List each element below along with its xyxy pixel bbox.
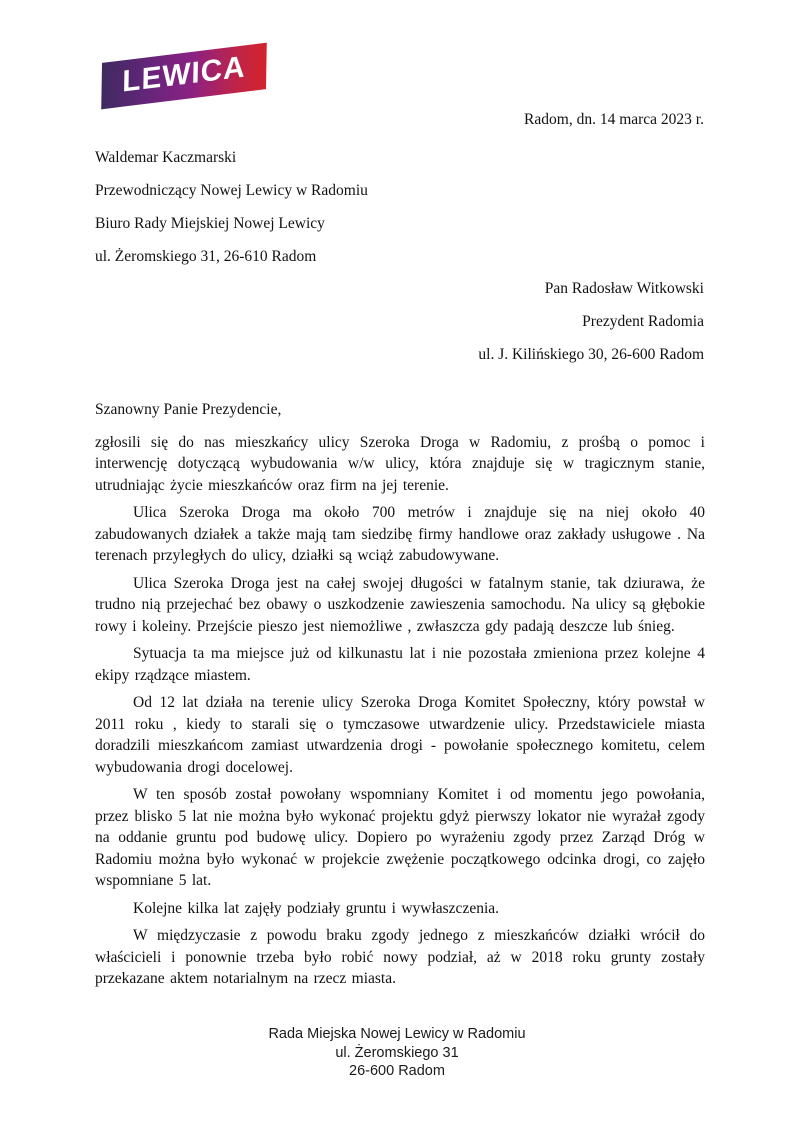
recipient-block [478, 272, 704, 371]
footer-block [0, 1025, 794, 1081]
sender-address: ul. Żeromskiego 31, 26-610 Radom [95, 248, 317, 265]
letter-body [95, 399, 705, 996]
date-line: Radom, dn. 14 marca 2023 r. [524, 111, 704, 128]
lewica-logo [101, 43, 267, 110]
salutation: Szanowny Panie Prezydencie, [95, 401, 282, 418]
sender-office: Biuro Rady Miejskiej Nowej Lewicy [95, 215, 325, 232]
recipient-title: Prezydent Radomia [582, 313, 704, 330]
paragraph-8: W międzyczasie z powodu braku zgody jednego z mieszkańców działki wrócił do właścicieli i ponownie trzeba było robić nowy podział, aż w 2018 roku grunty zostały przekazane aktem notarialnym na rzecz miasta. [95, 927, 705, 987]
sender-name: Waldemar Kaczmarski [95, 149, 237, 166]
footer-org: Rada Miejska Nowej Lewicy w Radomiu [268, 1026, 526, 1042]
recipient-name: Pan Radosław Witkowski [544, 280, 704, 297]
paragraph-7: Kolejne kilka lat zajęły podziały gruntu i wywłaszczenia. [133, 899, 500, 917]
paragraph-5: Od 12 lat działa na terenie ulicy Szeroka Droga Komitet Społeczny, który powstał w 2011 roku , kiedy to starali się o tymczasowe utwardzenie ulicy. Przedstawiciele miasta doradzili mieszkańcom zamiast utwardzenia drogi - powołanie społecznego komitetu, celem wybudowania drogi docelowej. [95, 694, 705, 776]
lewica-logo-text: LEWICA [122, 50, 247, 99]
sender-block [95, 141, 368, 273]
recipient-address: ul. J. Kilińskiego 30, 26-600 Radom [478, 346, 704, 363]
footer-street: ul. Żeromskiego 31 [335, 1044, 459, 1061]
footer-city: 26-600 Radom [349, 1063, 445, 1079]
paragraph-6: W ten sposób został powołany wspomniany Komitet i od momentu jego powołania, przez blisko 5 lat nie można było wykonać projektu gdyż pierwszy lokator nie wyrażał zgody na oddanie gruntu pod budowę ulicy. Dopiero po wyrażeniu zgody przez Zarząd Dróg w Radomiu można było wykonać w projekcie zwężenie początkowego odcinka drogi, co zajęło wspomniane 5 lat. [95, 786, 705, 889]
paragraph-4: Sytuacja ta ma miejsce już od kilkunastu lat i nie pozostała zmieniona przez kolejne 4 ekipy rządzące miastem. [95, 645, 705, 684]
paragraph-2: Ulica Szeroka Droga ma około 700 metrów i znajduje się na niej około 40 zabudowanych działek a także mają tam siedzibę firmy handlowe oraz zakłady usługowe . Na terenach przyległych do ulicy, działki są wciąż zabudowywane. [95, 504, 705, 564]
paragraph-3: Ulica Szeroka Droga jest na całej swojej długości w fatalnym stanie, tak dziurawa, że trudno nią przejechać bez obawy o uszkodzenie zawieszenia samochodu. Na ulicy są głębokie rowy i koleiny. Przejście pieszo jest niemożliwe , zwłaszcza gdy padają deszcze lub śnieg. [95, 574, 705, 635]
sender-title: Przewodniczący Nowej Lewicy w Radomiu [95, 182, 368, 199]
paragraph-1: zgłosili się do nas mieszkańcy ulicy Szeroka Droga w Radomiu, z prośbą o pomoc i interwencję dotyczącą wybudowania w/w ulicy, która znajduje się w tragicznym stanie, utrudniając życie mieszkańców oraz firm na jej terenie. [95, 433, 705, 494]
